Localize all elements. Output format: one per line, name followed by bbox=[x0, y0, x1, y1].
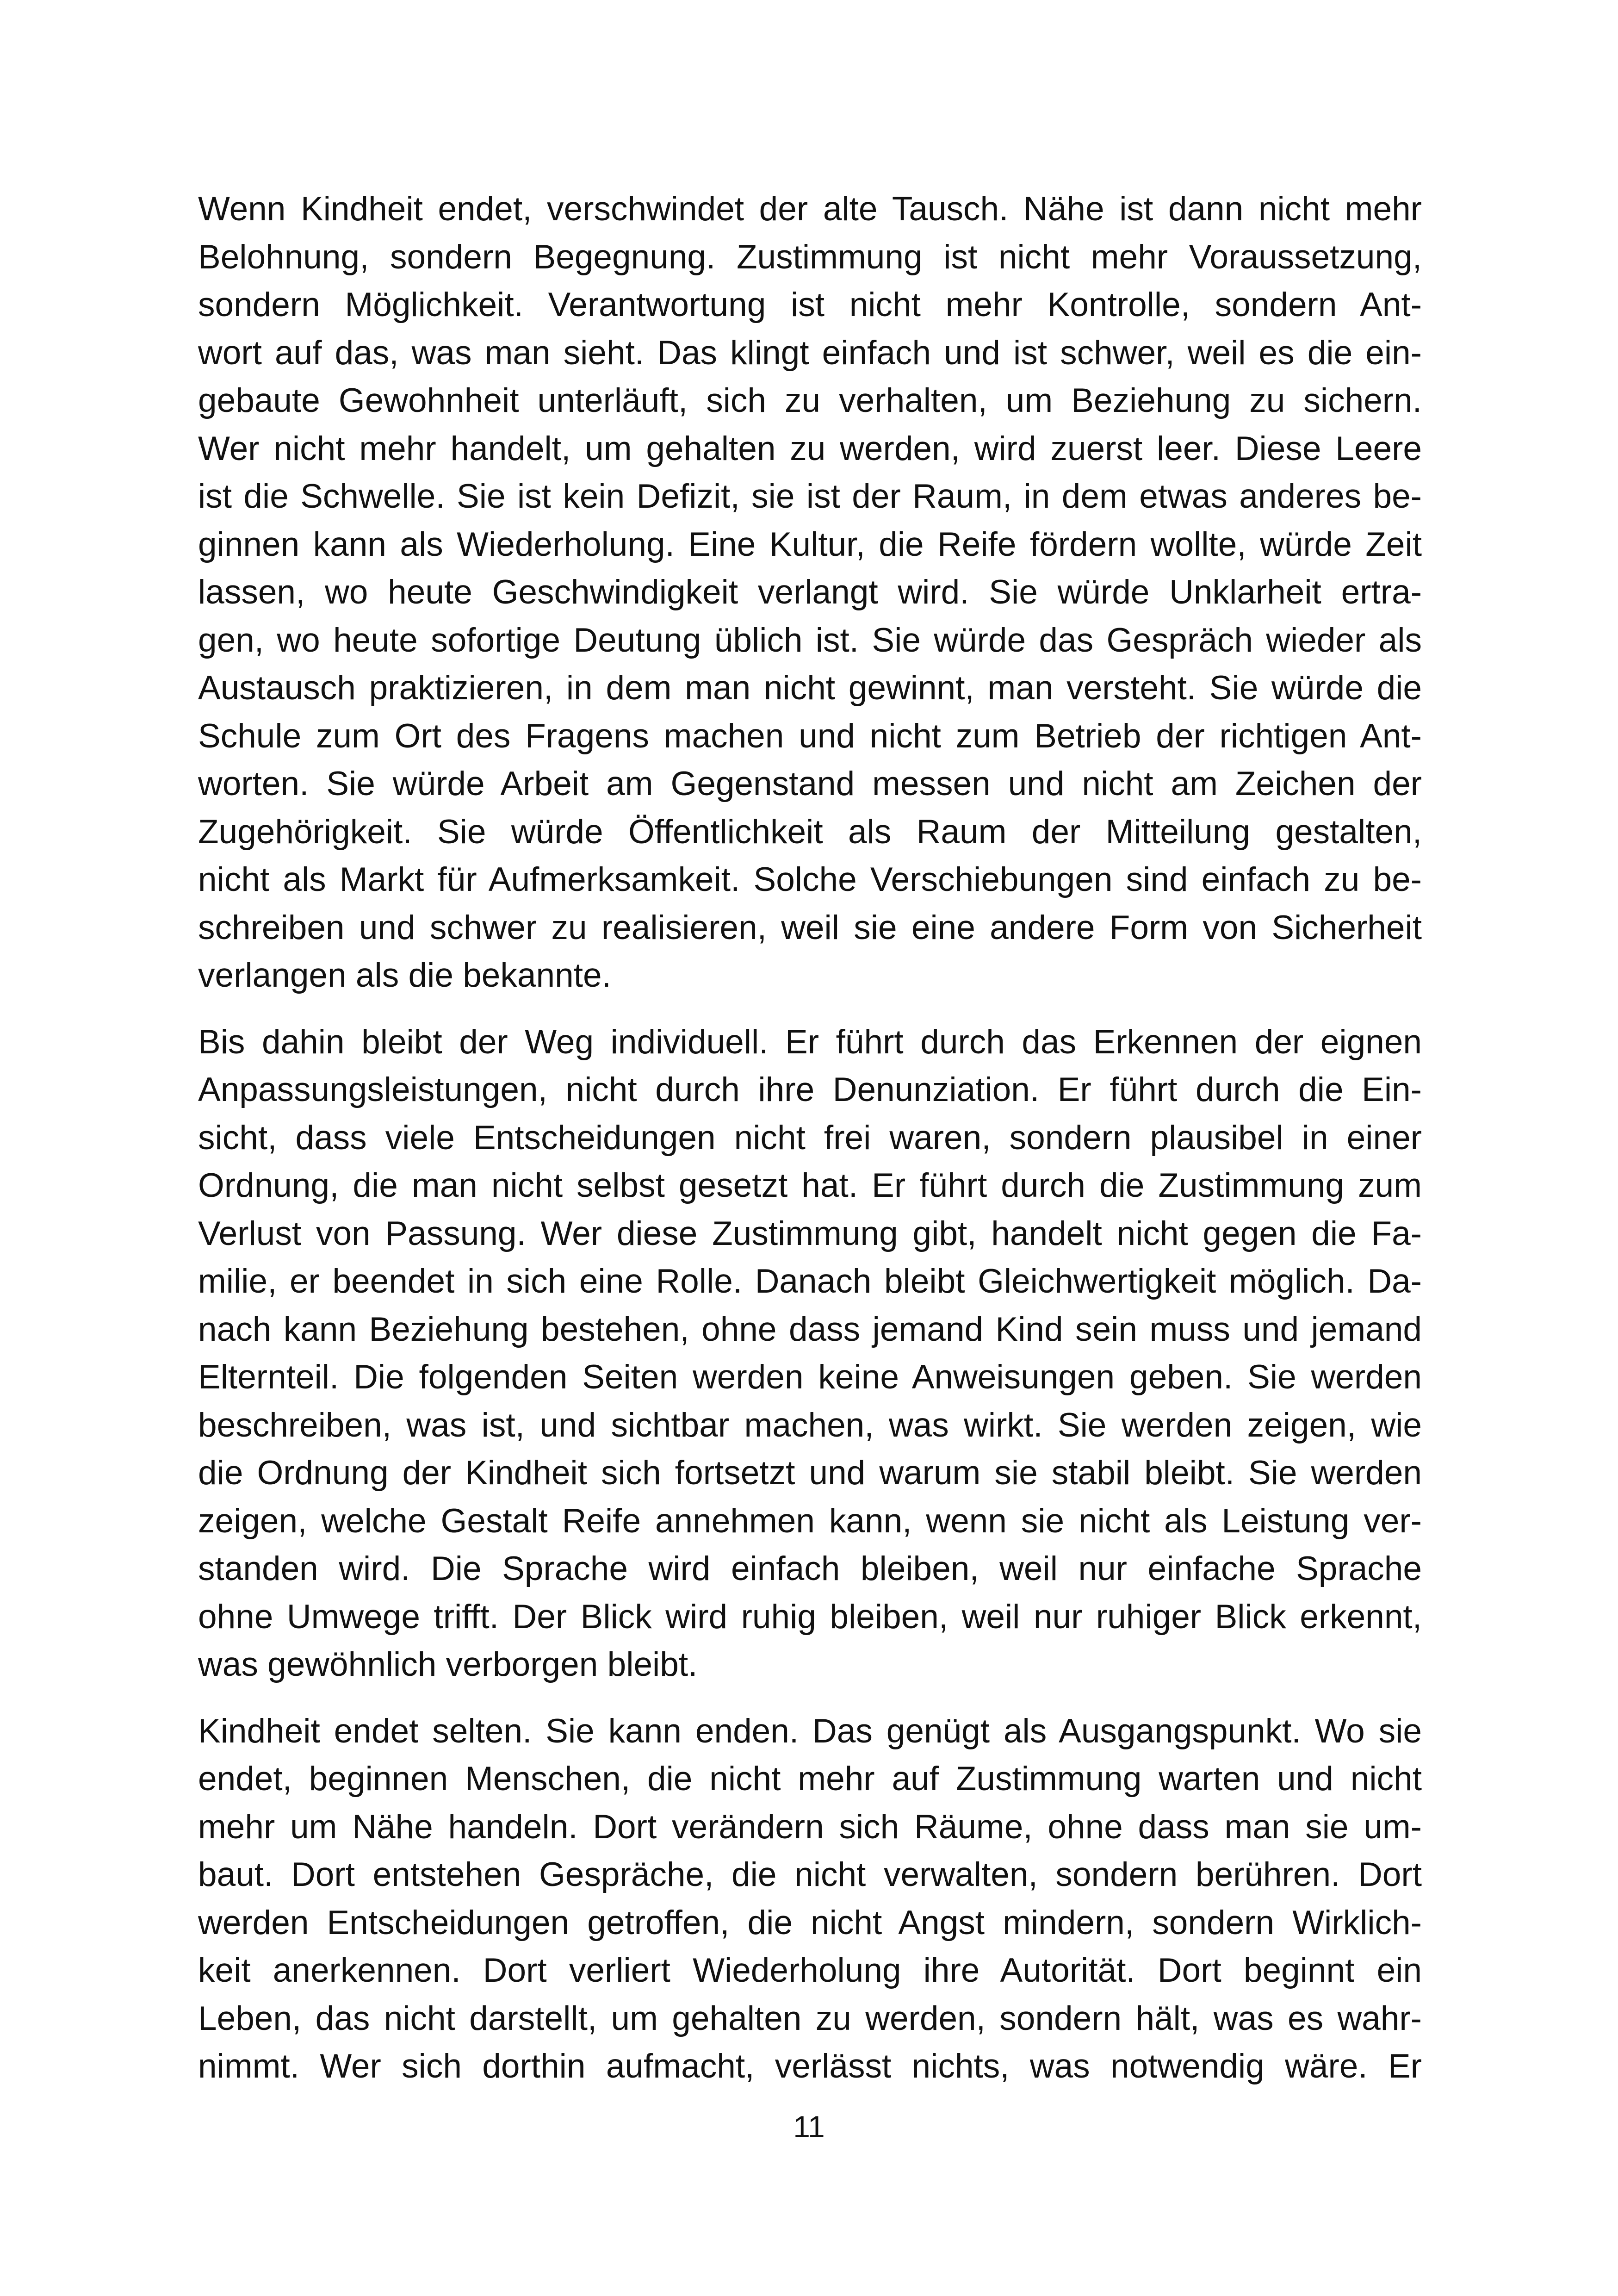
text-line: Leben, das nicht darstellt, um gehalten zu werden, sondern hält, was es wahr- bbox=[198, 1999, 1422, 2037]
text-line: Verlust von Passung. Wer diese Zustimmung gibt, handelt nicht gegen die Fa- bbox=[198, 1214, 1422, 1252]
text-line: mehr um Nähe handeln. Dort verändern sich Räume, ohne dass man sie um- bbox=[198, 1808, 1422, 1846]
paragraph-3 bbox=[198, 1707, 1422, 2091]
text-line: Ordnung, die man nicht selbst gesetzt hat. Er führt durch die Zustimmung zum bbox=[198, 1167, 1422, 1204]
text-line: Wenn Kindheit endet, verschwindet der alte Tausch. Nähe ist dann nicht mehr bbox=[198, 190, 1422, 228]
text-line: worten. Sie würde Arbeit am Gegenstand messen und nicht am Zeichen der bbox=[198, 765, 1422, 803]
text-line: sondern Möglichkeit. Verantwortung ist nicht mehr Kontrolle, sondern Ant- bbox=[198, 286, 1422, 324]
text-line: was gewöhnlich verborgen bleibt. bbox=[198, 1646, 698, 1683]
text-line: Belohnung, sondern Begegnung. Zustimmung ist nicht mehr Voraussetzung, bbox=[198, 238, 1422, 276]
text-line: Schule zum Ort des Fragens machen und nicht zum Betrieb der richtigen Ant- bbox=[198, 717, 1422, 755]
text-line: zeigen, welche Gestalt Reife annehmen kann, wenn sie nicht als Leistung ver- bbox=[198, 1502, 1422, 1540]
text-line: ist die Schwelle. Sie ist kein Defizit, sie ist der Raum, in dem etwas anderes be- bbox=[198, 478, 1422, 515]
text-line: wort auf das, was man sieht. Das klingt einfach und ist schwer, weil es die ein- bbox=[198, 334, 1422, 372]
text-line: sicht, dass viele Entscheidungen nicht frei waren, sondern plausibel in einer bbox=[198, 1119, 1422, 1157]
text-line: nach kann Beziehung bestehen, ohne dass jemand Kind sein muss und jemand bbox=[198, 1310, 1422, 1348]
text-line: Austausch praktizieren, in dem man nicht gewinnt, man versteht. Sie würde die bbox=[198, 669, 1422, 707]
text-line: ginnen kann als Wiederholung. Eine Kultur, die Reife fördern wollte, würde Zeit bbox=[198, 525, 1422, 563]
text-line: die Ordnung der Kindheit sich fortsetzt und warum sie stabil bleibt. Sie werden bbox=[198, 1454, 1422, 1492]
paragraph-1 bbox=[198, 185, 1422, 1000]
text-line: endet, beginnen Menschen, die nicht mehr auf Zustimmung warten und nicht bbox=[198, 1760, 1422, 1798]
text-line: keit anerkennen. Dort verliert Wiederholung ihre Autorität. Dort beginnt ein bbox=[198, 1952, 1422, 1989]
text-line: schreiben und schwer zu realisieren, weil sie eine andere Form von Sicherheit bbox=[198, 908, 1422, 946]
text-line: Anpassungsleistungen, nicht durch ihre Denunziation. Er führt durch die Ein- bbox=[198, 1071, 1422, 1108]
paragraph-2 bbox=[198, 1018, 1422, 1689]
text-line: Kindheit endet selten. Sie kann enden. Das genügt als Ausgangspunkt. Wo sie bbox=[198, 1712, 1422, 1750]
text-line: Wer nicht mehr handelt, um gehalten zu werden, wird zuerst leer. Diese Leere bbox=[198, 429, 1422, 467]
text-line: beschreiben, was ist, und sichtbar machen, was wirkt. Sie werden zeigen, wie bbox=[198, 1406, 1422, 1444]
text-line: gebaute Gewohnheit unterläuft, sich zu verhalten, um Beziehung zu sichern. bbox=[198, 382, 1422, 419]
text-line: lassen, wo heute Geschwindigkeit verlangt wird. Sie würde Unklarheit ertra- bbox=[198, 573, 1422, 611]
text-line: Elternteil. Die folgenden Seiten werden keine Anweisungen geben. Sie werden bbox=[198, 1358, 1422, 1396]
text-line: Bis dahin bleibt der Weg individuell. Er führt durch das Erkennen der eignen bbox=[198, 1023, 1422, 1061]
text-line: werden Entscheidungen getroffen, die nicht Angst mindern, sondern Wirklich- bbox=[198, 1904, 1422, 1941]
text-line: nimmt. Wer sich dorthin aufmacht, verlässt nichts, was notwendig wäre. Er bbox=[198, 2047, 1422, 2085]
body-text bbox=[198, 185, 1422, 2109]
page-number: 11 bbox=[793, 2109, 825, 2144]
text-line: milie, er beendet in sich eine Rolle. Danach bleibt Gleichwertigkeit möglich. Da- bbox=[198, 1263, 1422, 1300]
text-line: Zugehörigkeit. Sie würde Öffentlichkeit als Raum der Mitteilung gestalten, bbox=[198, 813, 1422, 851]
text-line: gen, wo heute sofortige Deutung üblich ist. Sie würde das Gespräch wieder als bbox=[198, 621, 1422, 659]
text-line: verlangen als die bekannte. bbox=[198, 957, 611, 994]
text-line: nicht als Markt für Aufmerksamkeit. Solche Verschiebungen sind einfach zu be- bbox=[198, 861, 1422, 898]
text-line: ohne Umwege trifft. Der Blick wird ruhig bleiben, weil nur ruhiger Blick erkennt, bbox=[198, 1598, 1422, 1636]
text-line: standen wird. Die Sprache wird einfach bleiben, weil nur einfache Sprache bbox=[198, 1550, 1422, 1587]
text-line: baut. Dort entstehen Gespräche, die nicht verwalten, sondern berühren. Dort bbox=[198, 1856, 1422, 1893]
